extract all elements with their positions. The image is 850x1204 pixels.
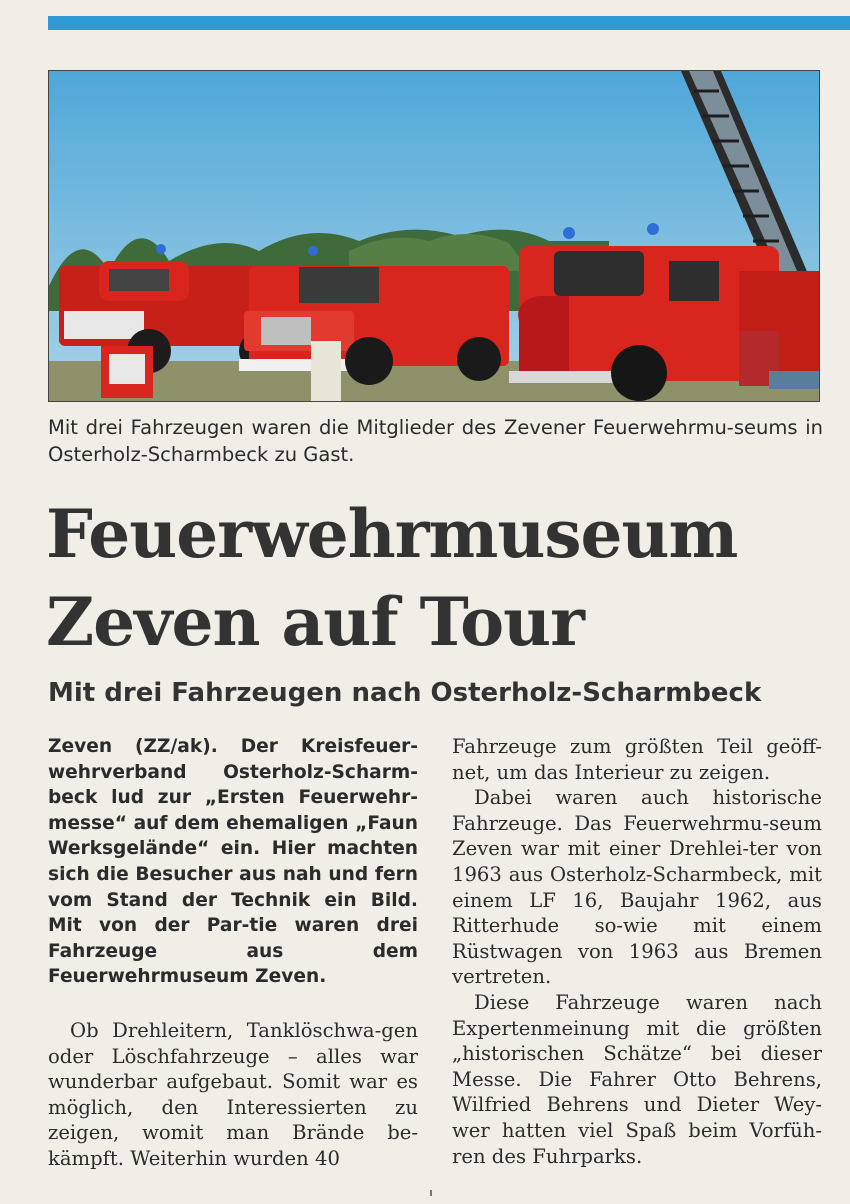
lead-paragraph: Zeven (ZZ/ak). Der Kreisfeuer-wehrverband Osterholz-Scharm-beck lud zur „Ersten Feuerwehr-messe“ auf dem ehemaligen „Faun Werksgelände“ ein. Hier machten sich die Besucher aus nah und fern vom Stand der Technik ein Bild. Mit von der Par-tie waren drei Fahrzeuge aus dem Feuerwehrmuseum Zeven. [48,736,418,988]
column-right [452,734,822,1169]
subheadline: Mit drei Fahrzeugen nach Osterholz-Scharmbeck [48,678,762,708]
body-paragraph-1: Ob Drehleitern, Tanklöschwa-gen oder Löschfahrzeuge – alles war wunderbar aufgebaut. Somit war es möglich, den Interessierten zu zeigen, womit man Brände be-kämpft. Weiterhin wurden 40 [48,1018,418,1170]
body-paragraph-3: Dabei waren auch historische Fahrzeuge. Das Feuerwehrmu-seum Zeven war mit einer Drehlei-ter von 1963 aus Osterholz-Scharmbeck, mit einem LF 16, Baujahr 1962, aus Ritterhude so-wie mit einem Rüstwagen von 1963 aus Bremen vertreten. [452,786,822,989]
headline [46,490,836,666]
photo-caption: Mit drei Fahrzeugen waren die Mitglieder des Zevener Feuerwehrmu-seums in Osterholz-Scharmbeck zu Gast. [48,416,823,466]
headline-line-1: Feuerwehrmuseum [46,495,738,573]
column-left [48,734,418,1172]
body-paragraph-4: Diese Fahrzeuge waren nach Expertenmeinung mit die größten „historischen Schätze“ bei dieser Messe. Die Fahrer Otto Behrens, Wilfried Behrens und Dieter Wey-wer hatten viel Spaß beim Vorfüh-ren des Fuhrparks. [452,990,822,1168]
body-paragraph-2: Fahrzeuge zum größten Teil geöff-net, um das Interieur zu zeigen. [452,735,822,784]
print-mark [430,1190,432,1196]
headline-line-2: Zeven auf Tour [46,583,584,661]
fire-trucks-photo [48,70,820,402]
accent-bar [48,16,850,30]
